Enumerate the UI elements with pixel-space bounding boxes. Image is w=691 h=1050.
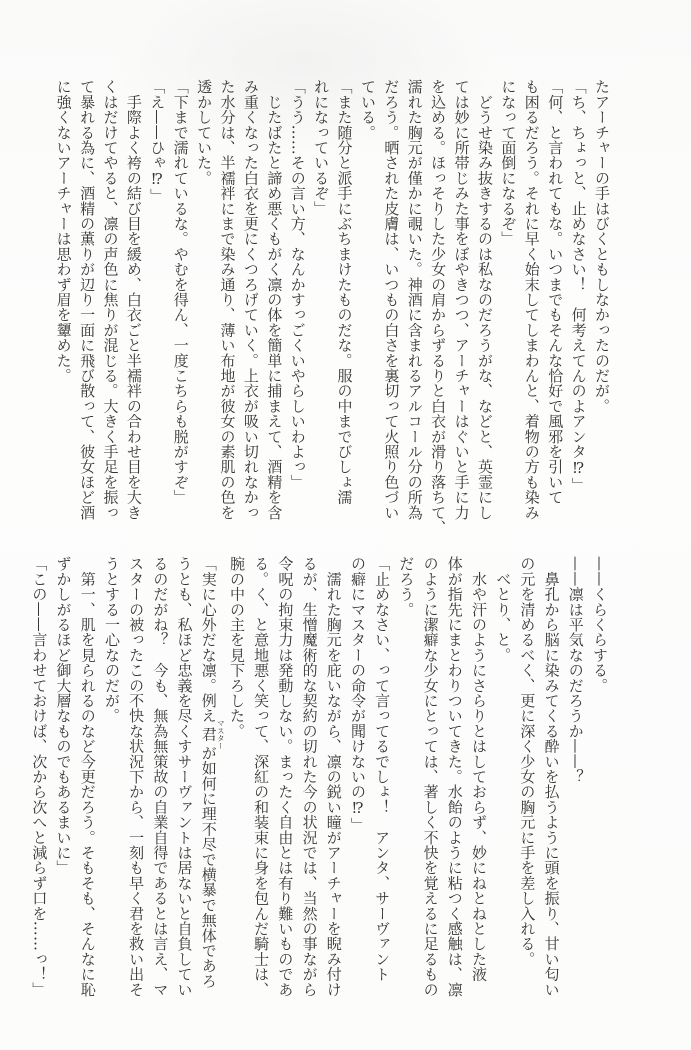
text-line: れになっているぞ」 — [312, 79, 331, 216]
text-line: も困るだろう。それに早く始末してしまわんと、着物の方も染み — [522, 79, 541, 520]
text-line: 第一、肌を見られるのなど今更だろう。そもそも、そんなに恥 — [78, 556, 97, 997]
text-line: 「下まで濡れているな。やむを得ん、一度こちらも脱がすぞ」 — [171, 79, 190, 505]
text-line: るのだがね？ 今も、無為無策故の自業自得であるとは言え、マ — [151, 556, 170, 997]
text-line: うとする一心なのだが。 — [102, 556, 121, 724]
text-line: 「何、と言われてもな。いつまでもそんな恰好で風邪を引いて — [546, 79, 565, 505]
text-line: ——くらくらする。 — [591, 556, 609, 693]
text-line: 手際よく袴の結び目を緩め、白衣ごと半襦袢の合わせ目を大き — [124, 79, 143, 520]
text-line: 「この——言わせておけば、次から次へと減らず口を……っ！」 — [30, 556, 49, 997]
ruby-annotation: 君マスター — [199, 719, 226, 750]
text-line: たアーチャーの手はびくともしなかったのだが。 — [593, 79, 611, 414]
text-line: 令呪の拘束力は発動しない。まったく自由とは有り難いものであ — [276, 556, 295, 997]
text-line: どうせ染み抜きするのは私なのだろうがな、などと、英霊にし — [475, 79, 494, 520]
text-line: 「ち、ちょっと、止めなさい！ 何考えてんのよアンタ⁉」 — [569, 79, 588, 493]
text-line: 「また随分と派手にぶちまけたものだな。服の中までびしょ濡 — [335, 79, 354, 505]
text-line: だろう。 — [397, 556, 416, 617]
text-line: ている。 — [358, 79, 377, 140]
text-line: 「うう……その言い方、なんかすっごくいやらしいわよっ」 — [288, 79, 307, 490]
text-line: 「え——ひゃ⁉」 — [148, 79, 167, 204]
text-line: 「実に心外だな凛。例え君マスターが如何に理不尽で横暴で無体であろ — [199, 556, 226, 989]
text-line: て暴れる為に、酒精の薫りが辺り一面に飛び散って、彼女ほど酒 — [78, 79, 97, 520]
text-line: うとも、私ほど忠義を尽くすサーヴァントは居ないと自負してい — [175, 556, 194, 997]
text-line: るが、生憎魔術的な契約の切れた今の状況では、当然の事ながら — [300, 556, 319, 997]
text-line: の元を清めるべく、更に深く少女の胸元に手を差し入れる。 — [518, 556, 537, 967]
text-line: スターの被ったこの不快な状況下から、一刻も早く君を救い出そ — [127, 556, 146, 997]
text-line: くはだけてやると、凛の声色に焦りが混じる。大きく手足を振っ — [101, 79, 120, 520]
text-line: 「止めなさい、って言ってるでしょ！ アンタ、サーヴァント — [373, 556, 392, 982]
text-line: 濡れた胸元を庇いながら、凛の鋭い瞳がアーチャーを睨み付け — [324, 556, 343, 997]
text-line: を込める。ほっそりした少女の肩からずるりと白衣が滑り落ちて、 — [429, 79, 448, 535]
text-line: ては妙に所帯じみた事をぼやきつつ、アーチャーはぐいと手に力 — [452, 79, 471, 520]
text-line: に強くないアーチャーは思わず眉を顰めた。 — [54, 79, 73, 383]
text-line: になって面倒になるぞ」 — [499, 79, 518, 247]
text-line: 鼻孔から脳に染みてくる酔いを払うように頭を振り、甘い匂い — [542, 556, 561, 997]
text-line: ——凛は平気なのだろうか——？ — [566, 556, 585, 784]
text-line: のように潔癖な少女にとっては、著しく不快を覚えるに足るもの — [421, 556, 440, 997]
text-line: ずかしがるほど御大層なものでもあるまいに」 — [54, 556, 73, 876]
text-line: 水や汗のようにさらりとはしておらず、妙にねとねとした液 — [469, 556, 488, 982]
text-line: じたばたと諦め悪くもがく凛の体を簡単に捕まえて、酒精を含 — [265, 79, 284, 520]
text-line: だろう。晒された皮膚は、いつもの白さを裏切って火照り色づい — [382, 79, 401, 520]
text-line: 体が指先にまとわりついてきた。水飴のように粘つく感触は、凛 — [445, 556, 464, 997]
text-line: 腕の中の主を見下ろした。 — [227, 556, 246, 739]
text-line: み重くなった白衣を更にくつろげていく。上衣が吸い切れなかっ — [241, 79, 260, 520]
text-line: 透かしていた。 — [195, 79, 214, 186]
text-line: た水分は、半襦袢にまで染み通り、薄い布地が彼女の素肌の色を — [218, 79, 237, 520]
text-block-top — [51, 79, 613, 538]
text-line: 濡れた胸元が僅かに覗いた。神酒に含まれるアルコール分の所為 — [405, 79, 424, 520]
text-line: べとり、と。 — [494, 556, 513, 663]
text-line: る。く、と意地悪く笑って、深紅の和装束に身を包んだ騎士は、 — [252, 556, 271, 997]
text-line: の癖にマスターの命令が聞けないの⁉」 — [348, 556, 367, 833]
text-block-bottom — [27, 556, 612, 1017]
